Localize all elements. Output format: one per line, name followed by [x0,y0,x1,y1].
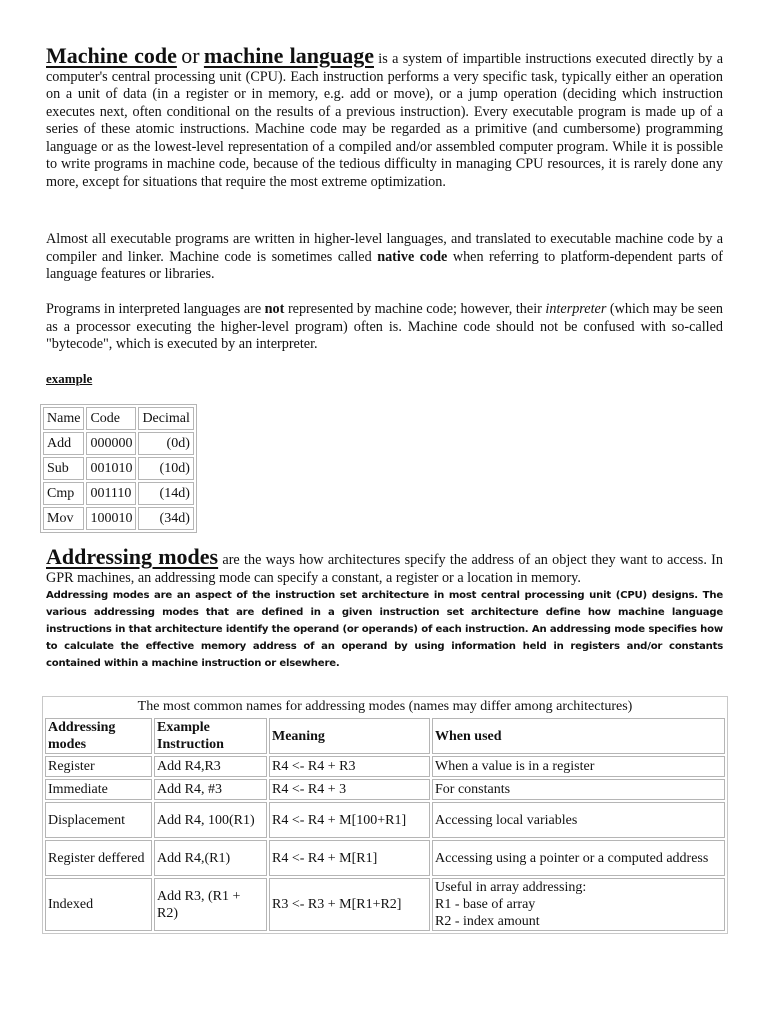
mode-meaning: R4 <- R4 + R3 [269,756,430,777]
opcode-name: Sub [43,457,84,480]
addressing-bold-paragraph: Addressing modes are an aspect of the instruction set architecture in most central processing unit (CPU) designs. The various addressing modes that are defined in a given instruction set architecture define how machine language instructions in that architecture identify the operand (or operands) of each instruction. An addressing mode specifies how to calculate the effective memory address of an operand by using information held in registers and/or constants contained within a machine instruction or elsewhere. [46,590,723,669]
table-row [45,756,725,777]
table-row [45,802,725,838]
opcode-decimal: (10d) [138,457,193,480]
table-row [43,482,194,505]
header-decimal: Decimal [138,407,193,430]
addressing-modes-table [43,716,727,933]
opcode-code: 100010 [86,507,136,530]
mode-example: Add R4,(R1) [154,840,267,876]
p3-part3: (which may be seen as a processor executing the higher-level program) often is. Machine code should not be confused with so-called "bytecode", which is executed by an interpreter. [46,301,723,352]
header-meaning: Meaning [269,718,430,754]
indexed-usage-line: Useful in array addressing: [435,880,587,895]
table-row [45,779,725,800]
mode-name: Displacement [45,802,152,838]
mode-meaning: R4 <- R4 + M[R1] [269,840,430,876]
intro-paragraph [46,43,723,191]
table-row [45,878,725,931]
opcode-code: 001010 [86,457,136,480]
interpreter-term: interpreter [545,301,607,317]
opcode-name: Add [43,432,84,455]
mode-name: Register [45,756,152,777]
opcode-decimal: (0d) [138,432,193,455]
indexed-note-index: R2 - index amount [435,914,540,929]
addressing-intro-text: are the ways how architectures specify the address of an object they want to access. In GPR machines, an addressing mode can specify a constant, a register or a location in memory. [46,552,723,586]
table-row [45,840,725,876]
opcode-table-header [43,407,194,430]
interpreted-paragraph [46,301,723,354]
not-term: not [264,301,285,317]
opcode-name: Mov [43,507,84,530]
intro-body: is a system of impartible instructions executed directly by a computer's central processing unit (CPU). Each instruction performs a very specific task, typically either an operation on a unit of data (in a register or in memory, e.g. add or move), or a jump operation (deciding which instruction executes next, often conditional on the results of a previous instruction). Every executable program is made up of a series of these atomic instructions. Machine code may be regarded as a primitive (and cumbersome) programming language or as the lowest-level representation of a compiled and/or assembled computer program. While it is possible to write programs in machine code, because of the tedious difficulty in managing CPU resources, it is rarely done any more, except for situations that require the most extreme optimization. [46,51,723,190]
addressing-modes-heading: Addressing modes [46,544,219,569]
table-row [43,507,194,530]
p3-part2: represented by machine code; however, their [284,301,546,317]
addressing-section [46,544,723,672]
term-machine-language: machine language [203,43,374,68]
p2-text-before: Almost all executable programs are written in higher-level languages, and translated to executable machine code by a compiler and linker. Machine code is sometimes called [46,231,723,265]
mode-meaning: R4 <- R4 + 3 [269,779,430,800]
mode-name: Register deffered [45,840,152,876]
opcode-decimal: (14d) [138,482,193,505]
mode-example: Add R3, (R1 + R2) [154,878,267,931]
addressing-modes-table-container [42,696,728,934]
mode-when-used-indexed [432,878,725,931]
mode-meaning: R3 <- R3 + M[R1+R2] [269,878,430,931]
p2-text-after: when referring to platform-dependent parts of language features or libraries. [46,248,723,282]
mode-when-used: For constants [432,779,725,800]
mode-example: Add R4,R3 [154,756,267,777]
mode-example: Add R4, #3 [154,779,267,800]
opcode-name: Cmp [43,482,84,505]
opcode-code: 001110 [86,482,136,505]
header-addressing-modes: Addressing modes [45,718,152,754]
term-machine-code: Machine code [46,43,177,68]
table-row [43,432,194,455]
example-heading: example [46,371,93,386]
indexed-note-base: R1 - base of array [435,897,536,912]
p3-part1: Programs in interpreted languages are [46,301,265,317]
native-code-term: native code [377,248,448,265]
mode-name: Indexed [45,878,152,931]
addressing-table-caption: The most common names for addressing modes (names may differ among architectures) [137,699,633,714]
mode-meaning: R4 <- R4 + M[100+R1] [269,802,430,838]
opcode-code: 000000 [86,432,136,455]
mode-when-used: Accessing using a pointer or a computed address [432,840,725,876]
header-code: Code [86,407,136,430]
mode-name: Immediate [45,779,152,800]
mode-when-used: Accessing local variables [432,802,725,838]
header-when-used: When used [432,718,725,754]
table-row [43,457,194,480]
mode-example: Add R4, 100(R1) [154,802,267,838]
native-code-paragraph [46,231,723,284]
mode-when-used: When a value is in a register [432,756,725,777]
header-name: Name [43,407,84,430]
addressing-table-header [45,718,725,754]
or-word: or [181,43,200,68]
opcode-table [40,404,197,533]
addressing-intro-paragraph [46,544,723,587]
opcode-decimal: (34d) [138,507,193,530]
header-example-instruction: Example Instruction [154,718,267,754]
